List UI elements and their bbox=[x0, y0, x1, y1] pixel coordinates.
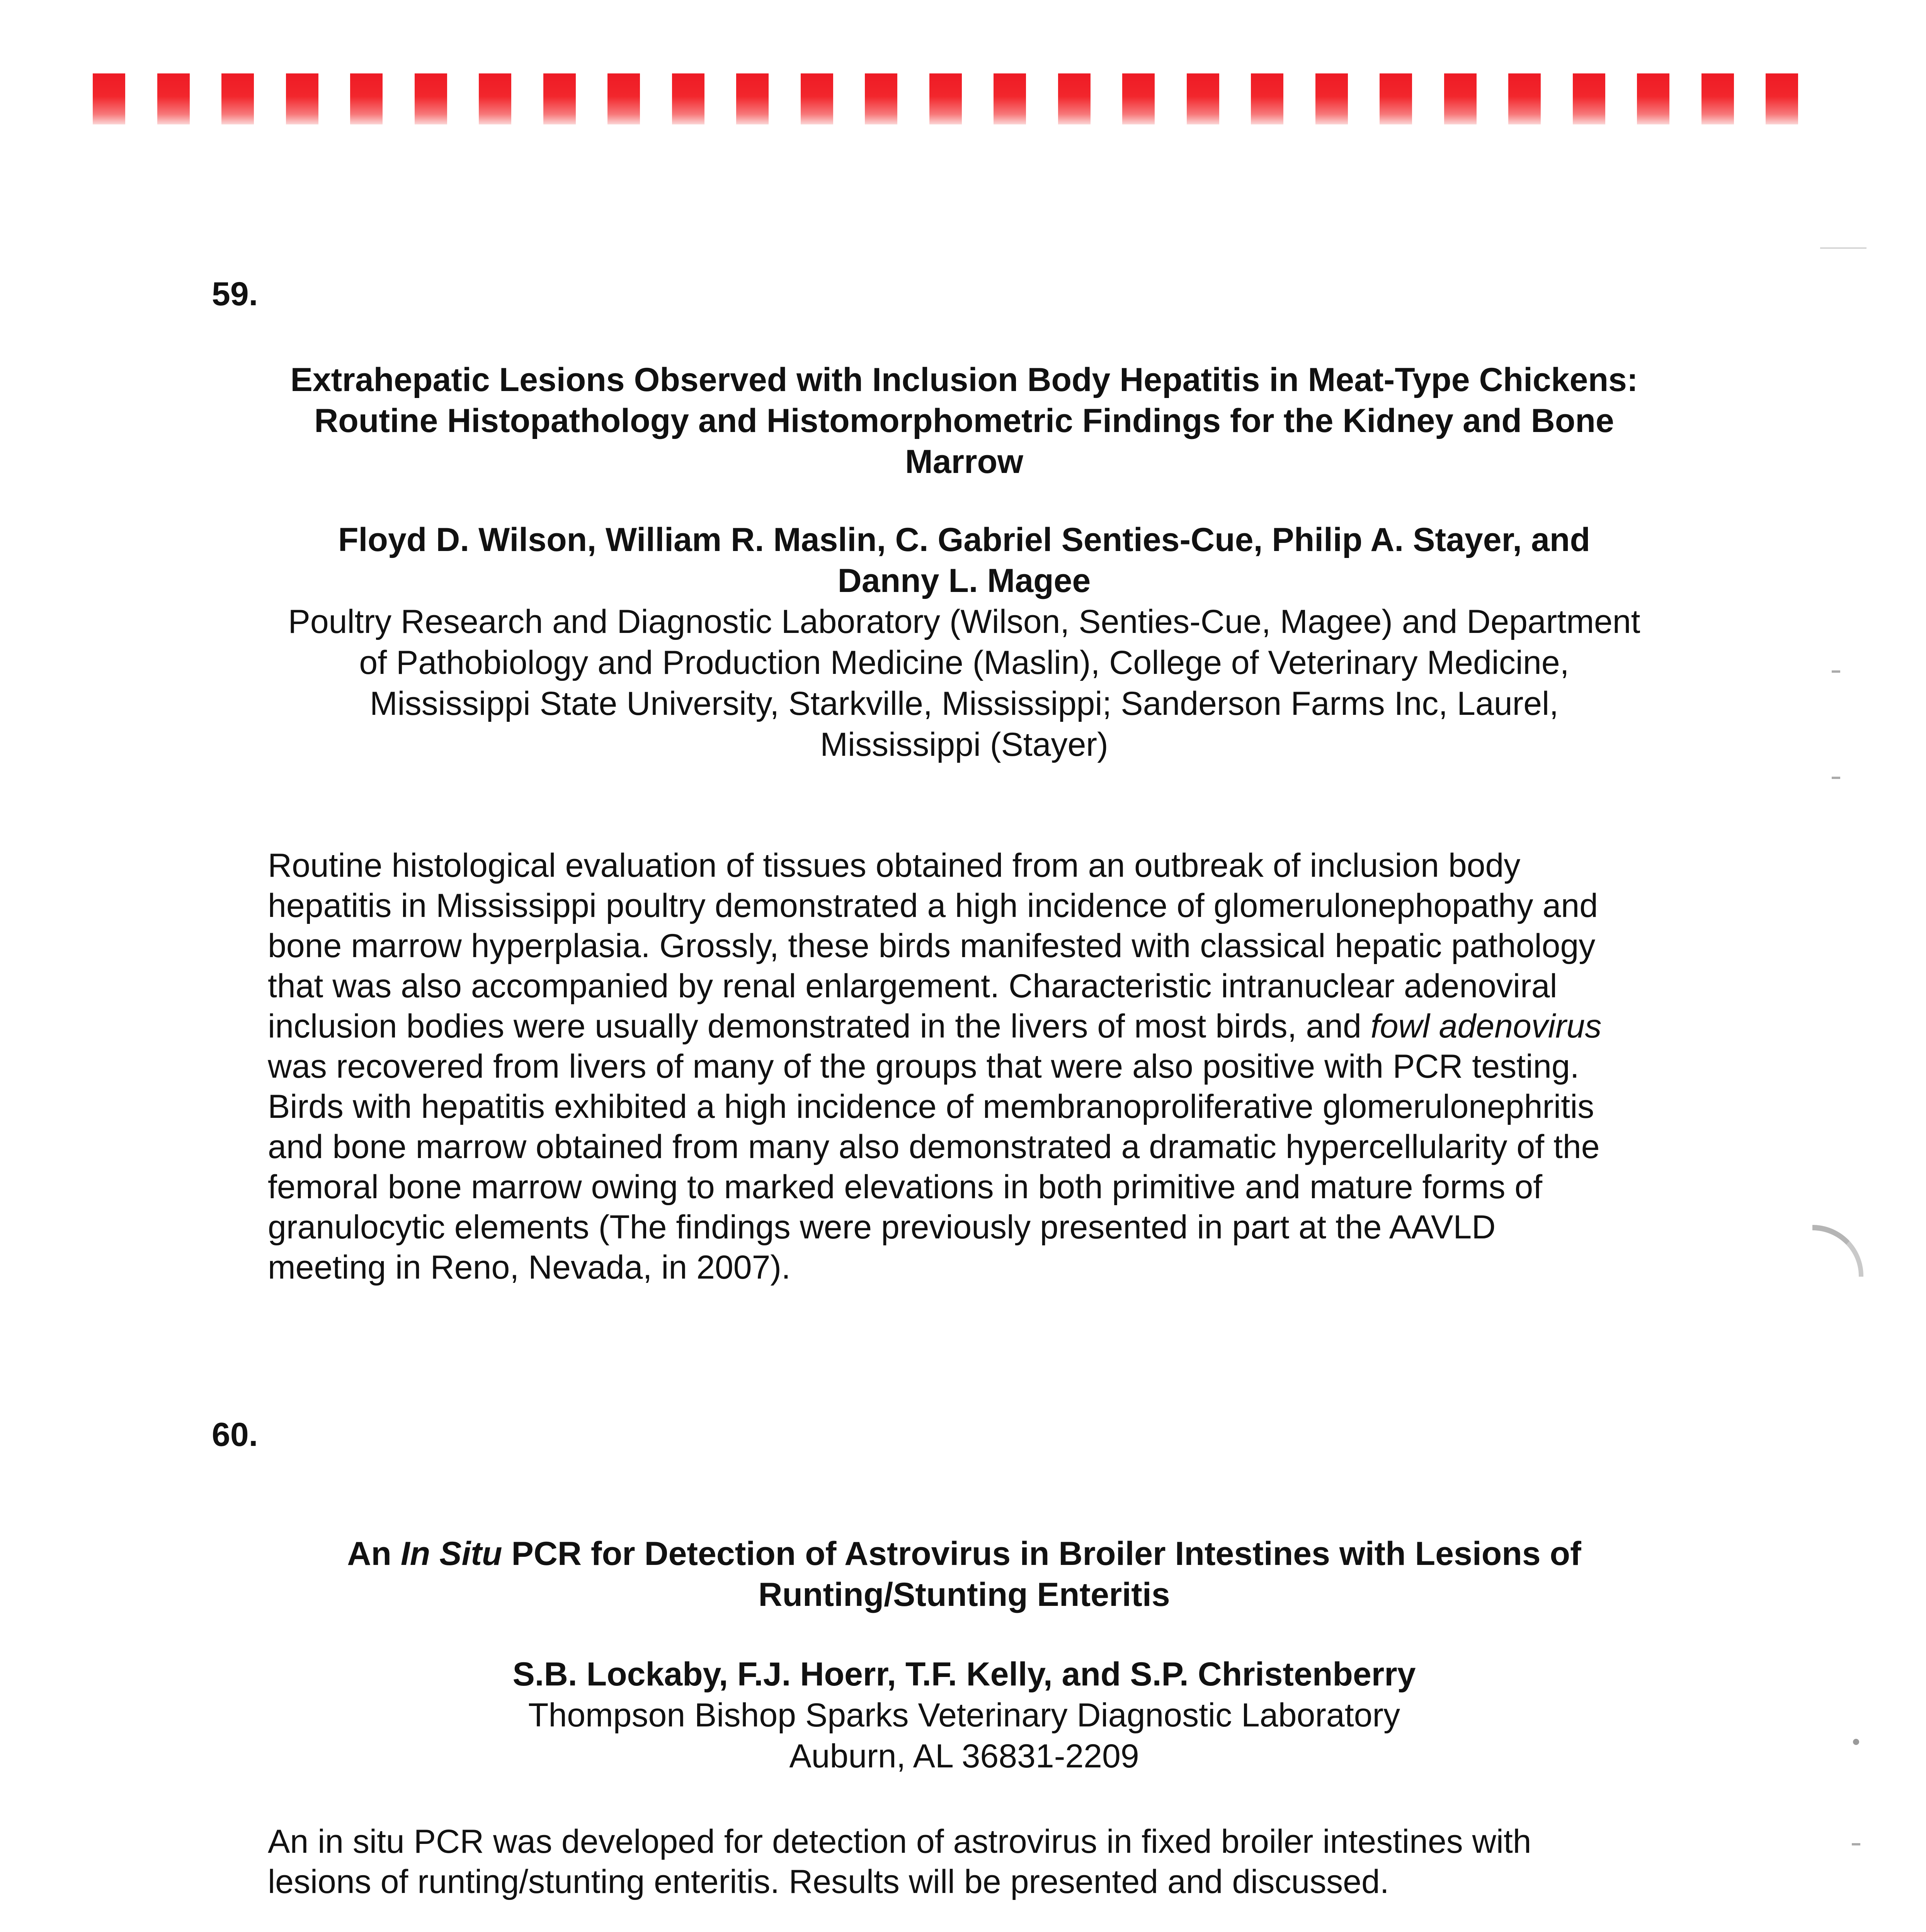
red-dash bbox=[672, 73, 704, 124]
red-dash bbox=[286, 73, 318, 124]
affiliation-line: of Pathobiology and Production Medicine (Maslin), College of Veterinary Medicine, bbox=[359, 644, 1569, 681]
author-list bbox=[193, 519, 1735, 601]
body-line: hepatitis in Mississippi poultry demonstrated a high incidence of glomerulonephopathy and bbox=[268, 887, 1598, 924]
red-dash bbox=[1315, 73, 1348, 124]
affiliation-line: Mississippi (Stayer) bbox=[820, 726, 1108, 763]
body-line: Routine histological evaluation of tissues obtained from an outbreak of inclusion body bbox=[268, 847, 1521, 884]
title-text-span: An bbox=[347, 1535, 391, 1572]
abstract-body bbox=[268, 1821, 1698, 1902]
affiliation-line: Poultry Research and Diagnostic Laboratory (Wilson, Senties-Cue, Magee) and Department bbox=[288, 603, 1640, 640]
red-dash bbox=[157, 73, 190, 124]
body-line: lesions of runting/stunting enteritis. Results will be presented and discussed. bbox=[268, 1863, 1389, 1900]
red-dash bbox=[607, 73, 640, 124]
scan-mark bbox=[1812, 1225, 1863, 1277]
title-line bbox=[193, 1533, 1735, 1574]
title-line: Marrow bbox=[905, 443, 1023, 480]
red-dash bbox=[479, 73, 511, 124]
red-dash bbox=[865, 73, 897, 124]
body-line: An in situ PCR was developed for detection of astrovirus in fixed broiler intestines with bbox=[268, 1823, 1531, 1860]
abstract-number: 60. bbox=[212, 1416, 258, 1453]
scan-mark bbox=[1853, 1739, 1859, 1745]
red-dash bbox=[1058, 73, 1091, 124]
affiliation bbox=[193, 601, 1735, 765]
affiliation-line: Auburn, AL 36831-2209 bbox=[789, 1738, 1139, 1775]
red-dash-border bbox=[93, 73, 1816, 128]
red-dash bbox=[1380, 73, 1412, 124]
scan-mark bbox=[1820, 247, 1866, 249]
affiliation-line: Thompson Bishop Sparks Veterinary Diagnostic Laboratory bbox=[528, 1697, 1400, 1734]
italic-term: In Situ bbox=[400, 1535, 502, 1572]
red-dash bbox=[1637, 73, 1669, 124]
author-line: S.B. Lockaby, F.J. Hoerr, T.F. Kelly, and S.P. Christenberry bbox=[512, 1656, 1416, 1693]
body-text-span: inclusion bodies were usually demonstrated in the livers of most birds, and bbox=[268, 1008, 1361, 1045]
scan-mark bbox=[1852, 1843, 1860, 1845]
body-line: granulocytic elements (The findings were previously presented in part at the AAVLD bbox=[268, 1209, 1496, 1246]
scan-mark bbox=[1832, 670, 1840, 673]
abstract-number: 59. bbox=[212, 276, 258, 313]
red-dash bbox=[736, 73, 769, 124]
title-line: Routine Histopathology and Histomorphometric Findings for the Kidney and Bone bbox=[314, 402, 1614, 439]
title-line: Extrahepatic Lesions Observed with Inclusion Body Hepatitis in Meat-Type Chickens: bbox=[290, 361, 1638, 398]
red-dash bbox=[1122, 73, 1155, 124]
red-dash bbox=[1701, 73, 1734, 124]
body-line: and bone marrow obtained from many also demonstrated a dramatic hypercellularity of the bbox=[268, 1128, 1600, 1165]
body-line bbox=[268, 1006, 1698, 1046]
affiliation bbox=[193, 1695, 1735, 1777]
red-dash bbox=[994, 73, 1026, 124]
author-list bbox=[193, 1654, 1735, 1695]
body-line: that was also accompanied by renal enlargement. Characteristic intranuclear adenoviral bbox=[268, 968, 1557, 1005]
abstract-body bbox=[268, 845, 1698, 1287]
red-dash bbox=[415, 73, 447, 124]
red-dash bbox=[1251, 73, 1283, 124]
title-line: Runting/Stunting Enteritis bbox=[758, 1576, 1170, 1613]
body-line: Birds with hepatitis exhibited a high incidence of membranoproliferative glomerulonephritis bbox=[268, 1088, 1594, 1125]
scan-mark bbox=[1832, 777, 1840, 779]
abstract-title bbox=[193, 359, 1735, 482]
body-line: femoral bone marrow owing to marked elevations in both primitive and mature forms of bbox=[268, 1168, 1543, 1206]
body-line: meeting in Reno, Nevada, in 2007). bbox=[268, 1249, 791, 1286]
red-dash bbox=[1187, 73, 1219, 124]
red-dash bbox=[93, 73, 125, 124]
red-dash bbox=[1573, 73, 1605, 124]
affiliation-line: Mississippi State University, Starkville, Mississippi; Sanderson Farms Inc, Laurel, bbox=[369, 685, 1559, 722]
author-line: Floyd D. Wilson, William R. Maslin, C. Gabriel Senties-Cue, Philip A. Stayer, and bbox=[338, 521, 1590, 558]
red-dash bbox=[801, 73, 833, 124]
title-text-span: PCR for Detection of Astrovirus in Broiler Intestines with Lesions of bbox=[511, 1535, 1581, 1572]
body-line: was recovered from livers of many of the groups that were also positive with PCR testing. bbox=[268, 1048, 1579, 1085]
red-dash bbox=[1444, 73, 1477, 124]
red-dash bbox=[221, 73, 254, 124]
red-dash bbox=[543, 73, 576, 124]
author-line: Danny L. Magee bbox=[837, 562, 1091, 599]
red-dash bbox=[350, 73, 383, 124]
body-line: bone marrow hyperplasia. Grossly, these birds manifested with classical hepatic pathology bbox=[268, 927, 1596, 964]
italic-term: fowl adenovirus bbox=[1370, 1008, 1602, 1045]
abstract-title bbox=[193, 1533, 1735, 1615]
red-dash bbox=[1766, 73, 1798, 124]
red-dash bbox=[1508, 73, 1541, 124]
red-dash bbox=[929, 73, 962, 124]
